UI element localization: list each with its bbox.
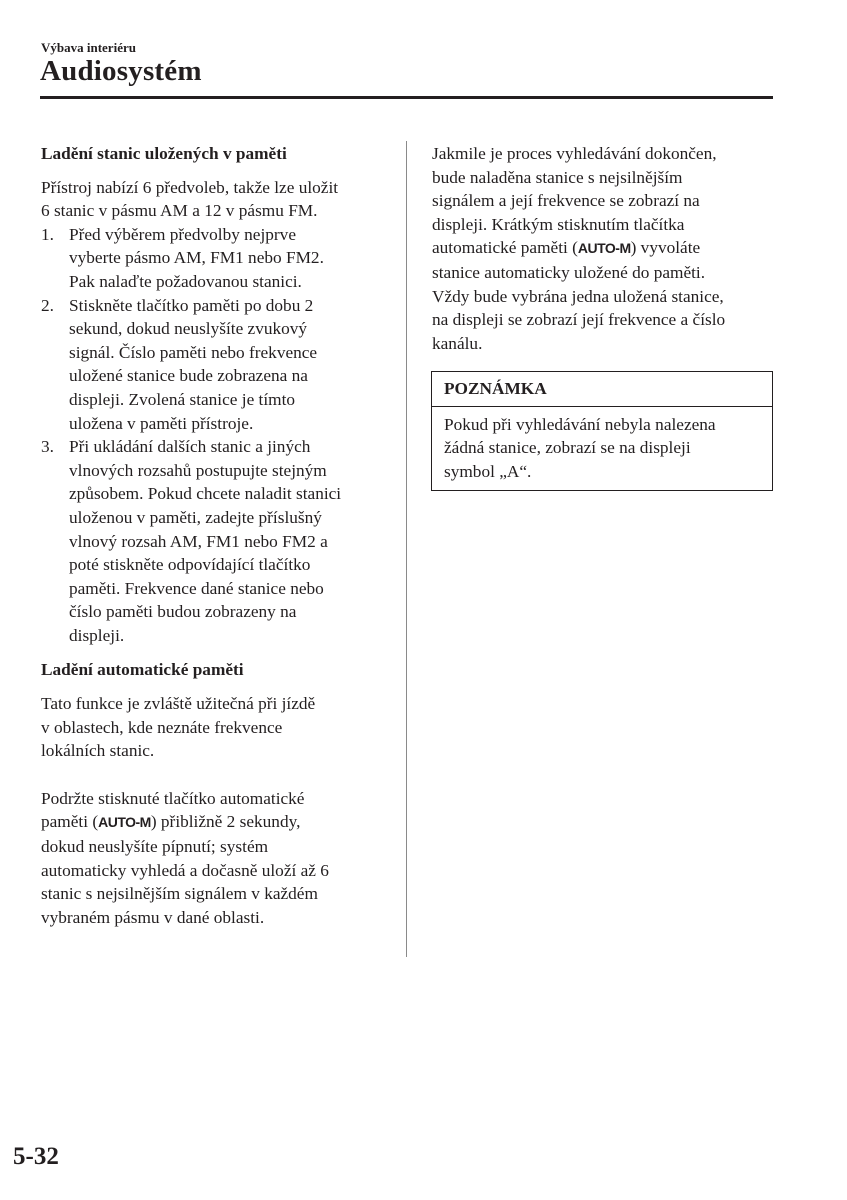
auto-memory-result-para — [432, 142, 774, 355]
auto-m-button-label: AUTO-M — [98, 814, 151, 831]
paragraph-line: dokud neuslyšíte pípnutí; systém — [41, 837, 269, 857]
step-line: displeji. Zvolená stanice je tímto — [69, 389, 296, 409]
memory-intro — [41, 176, 391, 223]
list-item — [41, 223, 391, 294]
step-line: vlnových rozsahů postupujte stejným — [69, 460, 327, 480]
paragraph-line: Vždy bude vybrána jedna uložená stanice, — [432, 286, 724, 306]
note-box — [431, 371, 773, 491]
step-line: Pak nalaďte požadovanou stanici. — [69, 271, 302, 291]
step-number: 3. — [41, 437, 54, 457]
header-rule — [40, 96, 773, 99]
step-line: paměti. Frekvence dané stanice nebo — [69, 578, 324, 598]
paragraph-line: automaticky vyhledá a dočasně uloží až 6 — [41, 860, 329, 880]
paragraph-line: displeji. Krátkým stisknutím tlačítka — [432, 214, 685, 234]
left-column — [41, 142, 391, 929]
paragraph-line: Tato funkce je zvláště užitečná při jízdě — [41, 694, 316, 714]
page-number: 5-32 — [13, 1143, 59, 1170]
list-item — [41, 435, 391, 647]
text-fragment: ) vyvoláte — [630, 238, 701, 258]
memory-steps-list — [41, 223, 391, 648]
step-line: sekund, dokud neuslyšíte zvukový — [69, 319, 308, 339]
text-fragment: paměti ( — [41, 812, 99, 832]
paragraph-line: Jakmile je proces vyhledávání dokončen, — [432, 144, 717, 163]
section-label: Výbava interiéru — [41, 40, 136, 55]
step-line: poté stiskněte odpovídající tlačítko — [69, 555, 311, 575]
list-item — [41, 294, 391, 436]
step-number: 1. — [41, 224, 54, 244]
memory-intro-line: 6 stanic v pásmu AM a 12 v pásmu FM. — [41, 201, 318, 221]
paragraph-line — [41, 810, 391, 835]
step-text — [69, 294, 391, 436]
paragraph-line: v oblastech, kde neznáte frekvence — [41, 717, 283, 737]
step-line: číslo paměti budou zobrazeny na — [69, 602, 297, 622]
step-line: signál. Číslo paměti nebo frekvence — [69, 342, 318, 362]
step-line: uložené stanice bude zobrazena na — [69, 366, 308, 386]
text-fragment: ) přibližně 2 sekundy, — [150, 812, 301, 832]
text-fragment: automatické paměti ( — [432, 238, 578, 258]
step-line: Stiskněte tlačítko paměti po dobu 2 — [69, 295, 314, 315]
note-line: symbol „A“. — [444, 461, 532, 481]
paragraph-line: Podržte stisknuté tlačítko automatické — [41, 788, 305, 808]
step-line: displeji. — [69, 625, 125, 645]
memory-intro-line: Přístroj nabízí 6 předvoleb, takže lze uložit — [41, 177, 339, 197]
memory-tuning-heading: Ladění stanic uložených v paměti — [41, 144, 287, 163]
paragraph-line: lokálních stanic. — [41, 741, 155, 761]
auto-memory-para-1 — [41, 692, 391, 763]
note-title: POZNÁMKA — [432, 372, 772, 407]
paragraph-line: na displeji se zobrazí její frekvence a číslo — [432, 310, 726, 330]
auto-m-button-label: AUTO-M — [577, 240, 631, 257]
step-number: 2. — [41, 295, 54, 315]
right-column — [432, 142, 774, 355]
paragraph-line: signálem a její frekvence se zobrazí na — [432, 191, 700, 211]
step-line: vlnový rozsah AM, FM1 nebo FM2 a — [69, 531, 328, 551]
auto-memory-para-2 — [41, 787, 391, 930]
page-title: Audiosystém — [40, 55, 202, 87]
step-line: vyberte pásmo AM, FM1 nebo FM2. — [69, 248, 324, 268]
step-text — [69, 435, 391, 647]
paragraph-line: stanic s nejsilnějším signálem v každém — [41, 884, 318, 904]
note-line: Pokud při vyhledávání nebyla nalezena — [444, 414, 716, 434]
paragraph-line: bude naladěna stanice s nejsilnějším — [432, 167, 683, 187]
paragraph-line — [432, 236, 774, 261]
step-line: Před výběrem předvolby nejprve — [69, 224, 296, 244]
paragraph-line: stanice automaticky uložené do paměti. — [432, 262, 706, 282]
step-text — [69, 223, 391, 294]
paragraph-line: vybraném pásmu v dané oblasti. — [41, 907, 265, 927]
note-line: žádná stanice, zobrazí se na displeji — [444, 438, 691, 458]
note-body — [432, 407, 772, 491]
step-line: uložena v paměti přístroje. — [69, 413, 254, 433]
step-line: způsobem. Pokud chcete naladit stanici — [69, 484, 342, 504]
column-divider — [406, 141, 407, 957]
auto-memory-heading: Ladění automatické paměti — [41, 660, 244, 680]
step-line: uloženou v paměti, zadejte příslušný — [69, 507, 322, 527]
step-line: Při ukládání dalších stanic a jiných — [69, 437, 311, 457]
paragraph-line: kanálu. — [432, 333, 483, 353]
